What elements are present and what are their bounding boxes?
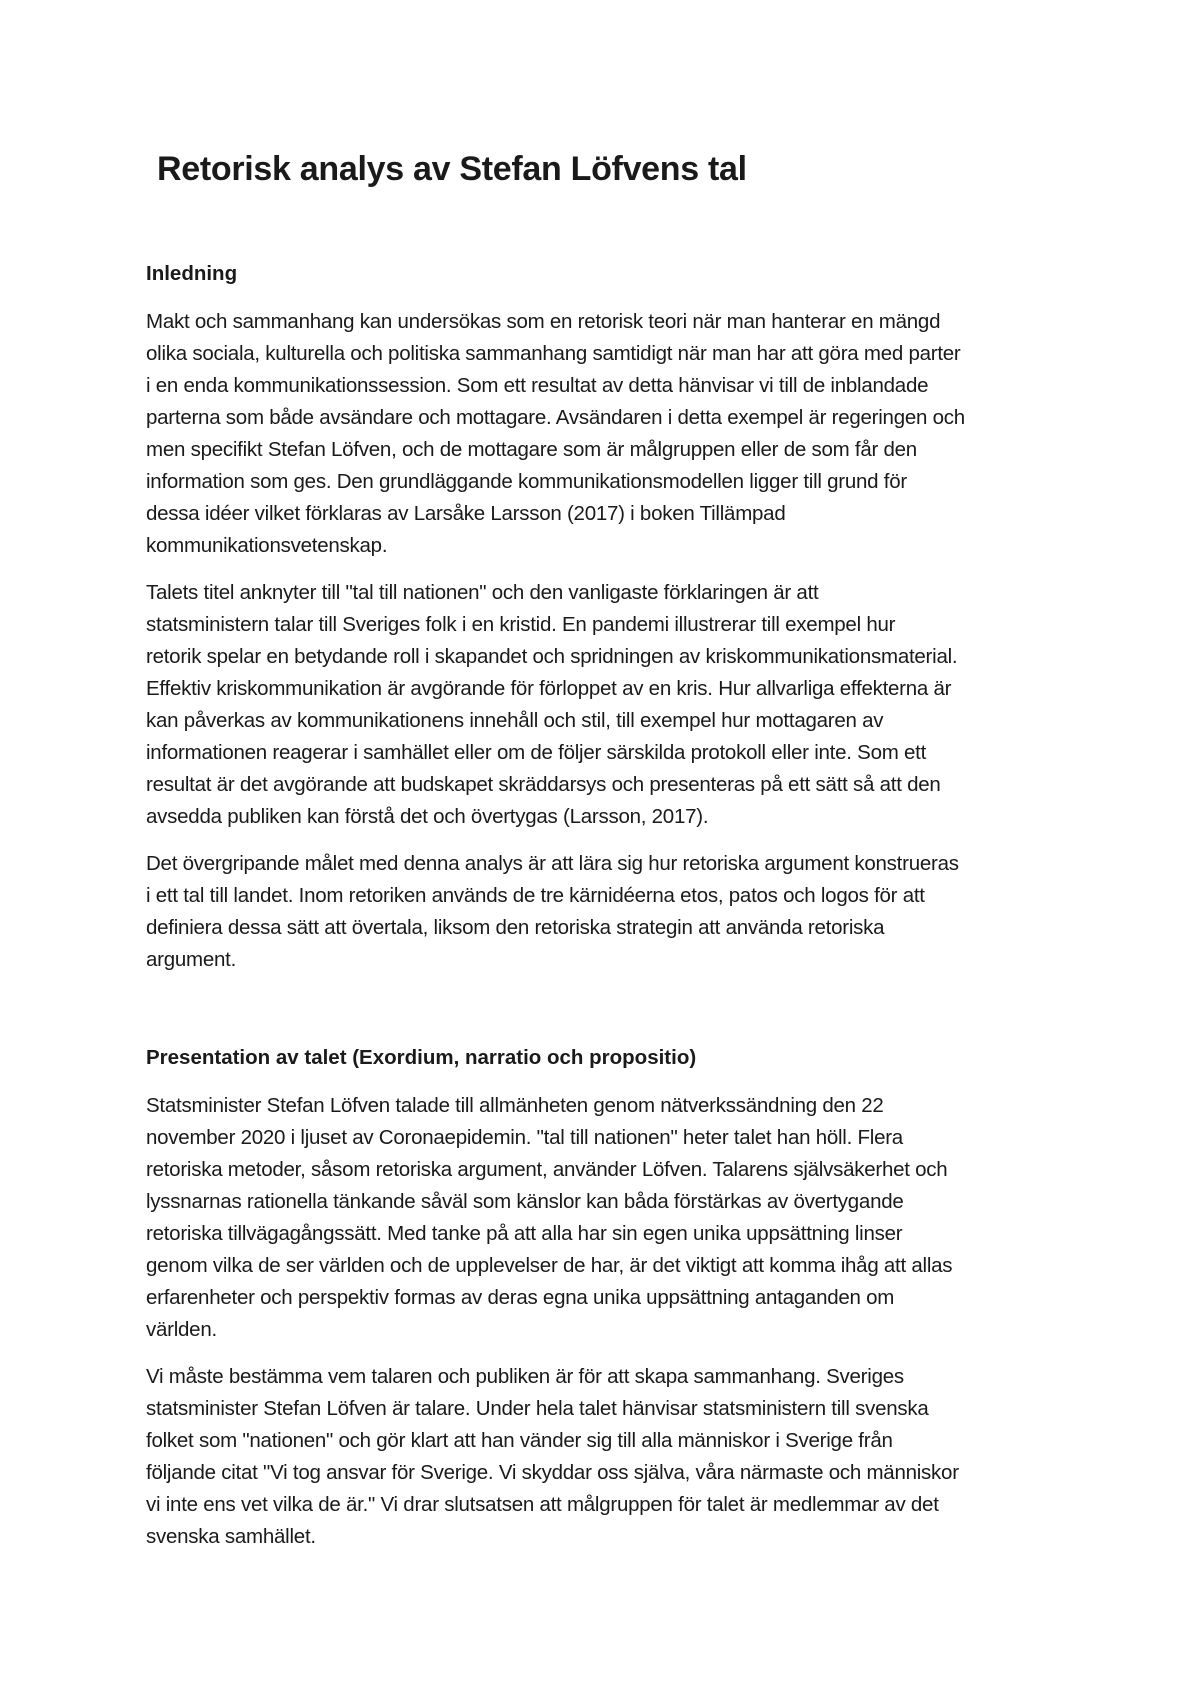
text-line: följande citat "Vi tog ansvar för Sverige. Vi skyddar oss själva, våra närmaste och människor (146, 1461, 959, 1484)
text-line: november 2020 i ljuset av Coronaepidemin. "tal till nationen" heter talet han höll. Flera (146, 1126, 903, 1149)
text-line: vi inte ens vet vilka de är." Vi drar slutsatsen att målgruppen för talet är medlemmar av det (146, 1493, 939, 1516)
text-line: definiera dessa sätt att övertala, liksom den retoriska strategin att använda retoriska (146, 916, 885, 939)
text-line: olika sociala, kulturella och politiska sammanhang samtidigt när man har att göra med parter (146, 342, 961, 365)
text-line: lyssnarnas rationella tänkande såväl som känslor kan båda förstärkas av övertygande (146, 1190, 904, 1213)
text-line: Makt och sammanhang kan undersökas som en retorisk teori när man hanterar en mängd (146, 310, 941, 333)
paragraph (146, 306, 1071, 562)
paragraph (146, 1361, 1071, 1553)
text-line: men specifikt Stefan Löfven, och de mottagare som är målgruppen eller de som får den (146, 438, 917, 461)
paragraph (146, 577, 1071, 833)
text-line: Statsminister Stefan Löfven talade till allmänheten genom nätverkssändning den 22 (146, 1094, 884, 1117)
text-line: resultat är det avgörande att budskapet skräddarsys och presenteras på ett sätt så att den (146, 773, 941, 796)
text-line: retoriska tillvägagångssätt. Med tanke på att alla har sin egen unika uppsättning linser (146, 1222, 903, 1245)
text-line: statsministern talar till Sveriges folk i en kristid. En pandemi illustrerar till exempel hur (146, 613, 896, 636)
text-line: informationen reagerar i samhället eller om de följer särskilda protokoll eller inte. Som ett (146, 741, 927, 764)
text-line: erfarenheter och perspektiv formas av deras egna unika uppsättning antaganden om (146, 1286, 895, 1309)
text-line: i en enda kommunikationssession. Som ett resultat av detta hänvisar vi till de inblandade (146, 374, 929, 397)
text-line: kan påverkas av kommunikationens innehåll och stil, till exempel hur mottagaren av (146, 709, 884, 732)
text-line: Effektiv kriskommunikation är avgörande för förloppet av en kris. Hur allvarliga effekterna är (146, 677, 952, 700)
text-line: världen. (146, 1318, 217, 1341)
text-line: svenska samhället. (146, 1525, 316, 1548)
text-line: folket som "nationen" och gör klart att han vänder sig till alla människor i Sverige från (146, 1429, 893, 1452)
text-line: argument. (146, 948, 237, 971)
paragraph (146, 848, 1071, 976)
section-heading-inledning: Inledning (146, 262, 238, 285)
text-line: kommunikationsvetenskap. (146, 534, 388, 557)
text-line: genom vilka de ser världen och de upplevelser de har, är det viktigt att komma ihåg att allas (146, 1254, 953, 1277)
paragraph (146, 1090, 1071, 1346)
text-line: Det övergripande målet med denna analys är att lära sig hur retoriska argument konstrueras (146, 852, 959, 875)
text-line: i ett tal till landet. Inom retoriken används de tre kärnidéerna etos, patos och logos för att (146, 884, 925, 907)
text-line: avsedda publiken kan förstå det och övertygas (Larsson, 2017). (146, 805, 709, 828)
text-line: parterna som både avsändare och mottagare. Avsändaren i detta exempel är regeringen och (146, 406, 965, 429)
section-heading-presentation: Presentation av talet (Exordium, narratio och propositio) (146, 1046, 697, 1069)
text-line: retorik spelar en betydande roll i skapandet och spridningen av kriskommunikationsmaterial. (146, 645, 958, 668)
text-line: retoriska metoder, såsom retoriska argument, använder Löfven. Talarens självsäkerhet och (146, 1158, 948, 1181)
text-line: dessa idéer vilket förklaras av Larsåke Larsson (2017) i boken Tillämpad (146, 502, 786, 525)
text-line: information som ges. Den grundläggande kommunikationsmodellen ligger till grund för (146, 470, 907, 493)
text-line: statsminister Stefan Löfven är talare. Under hela talet hänvisar statsministern till svenska (146, 1397, 929, 1420)
text-line: Vi måste bestämma vem talaren och publiken är för att skapa sammanhang. Sveriges (146, 1365, 904, 1388)
document-body (146, 258, 1071, 1553)
text-line: Talets titel anknyter till "tal till nationen" och den vanligaste förklaringen är att (146, 581, 819, 604)
document-title: Retorisk analys av Stefan Löfvens tal (157, 150, 747, 188)
